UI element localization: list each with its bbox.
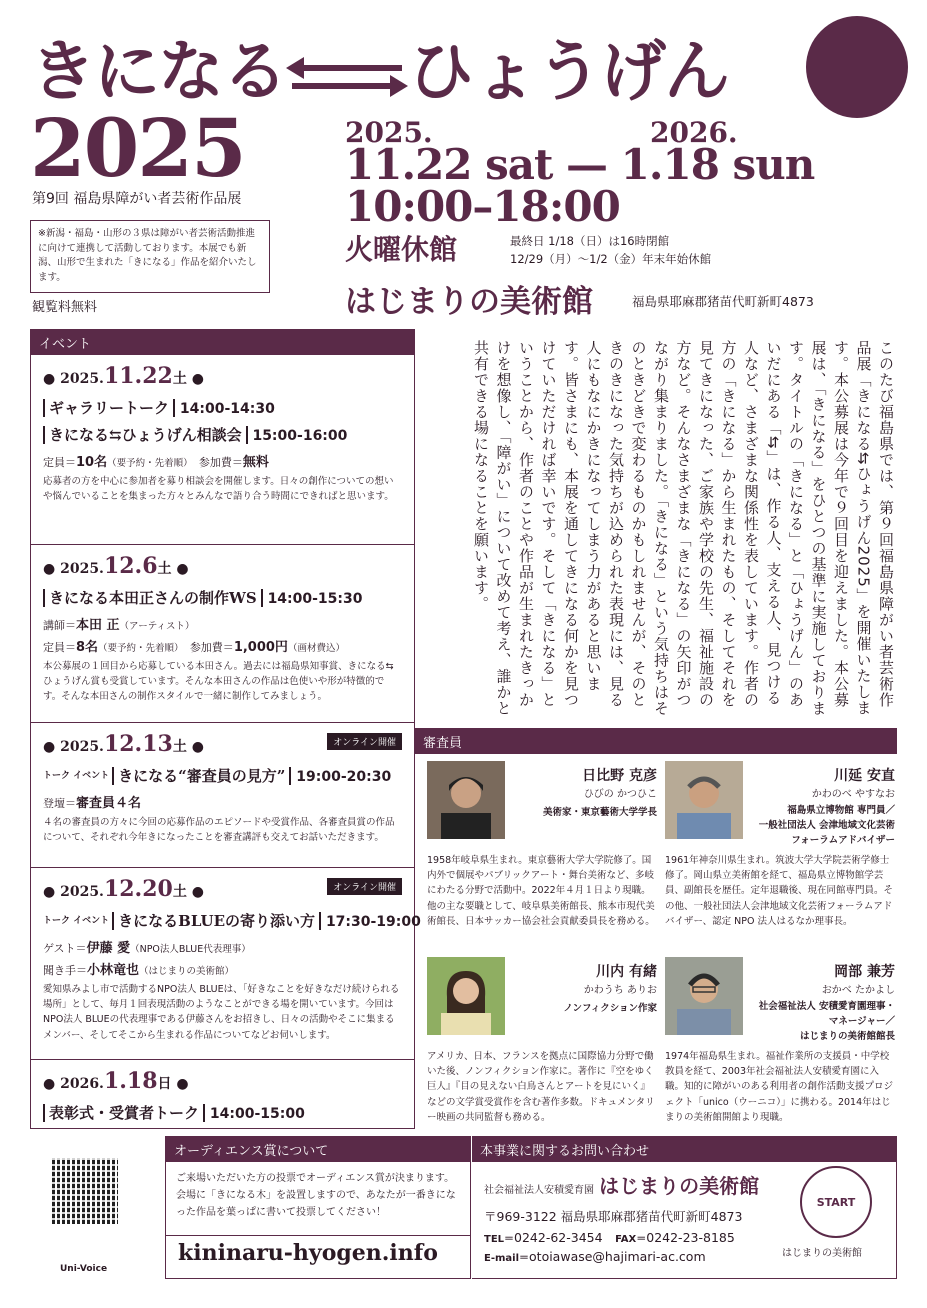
event-item [31,723,414,868]
venue-address: 福島県耶麻郡猪苗代町新町4873 [632,294,814,309]
event-item [31,868,421,1060]
judge-name: 川延 安直 [834,768,895,784]
judge-photo [665,957,743,1035]
museum-logo: START [800,1166,872,1238]
logo-caption: はじまりの美術館 [782,1248,862,1259]
event-meta: ゲスト＝伊藤 愛（NPO法人BLUE代表理事） [43,941,251,956]
venue-name: はじまりの美術館 [345,284,593,320]
event-item [31,1060,414,1135]
exhibition-dates: 11.22 sat — 1.18 sun [345,140,815,189]
judge-bio: 1958年岐阜県生まれ。東京藝術大学大学院修了。国内外で個展やパブリックアート・舞台美術など、多岐にわたる分野で活動中。2022年４月１日より現職。他の主な要職として、岐阜県美術館長、熊本市現代美術館長、日本サッカー協会社会貢献委員長を務める。 [427,855,655,927]
judge-name: 日比野 克彦 [582,768,657,784]
exhibition-title [30,18,728,113]
judge-role: 福島県立博物館 専門員／ 一般社団法人 会津地域文化芸術 フォーラムアドバイザー [758,805,895,847]
judge-role: ノンフィクション作家 [563,1003,657,1014]
judge-card [427,761,657,961]
event-meta: 定員＝10名（要予約・先着順） 参加費＝無料 [43,455,269,470]
start-year: 2025. [345,116,433,149]
event-date: ● 2025.12.13土 ● [43,731,204,757]
title-right: ひょうげん [408,32,728,110]
judge-card [427,957,657,1127]
contact-address: 〒969-3122 福島県耶麻郡猪苗代町新町4873 [484,1209,743,1224]
judges-panel [415,728,897,1129]
event-title: ギャラリートーク 14:00-14:30 [43,397,402,418]
closed-note-2: 12/29（月）～1/2（金）年末年始休館 [510,252,712,267]
bidirectional-arrow-icon [292,57,402,97]
event-meta: 講師＝本田 正（アーティスト） [43,618,195,633]
event-title: きになる本田正さんの制作WS 14:00-15:30 [43,587,402,608]
judge-name: 岡部 兼芳 [834,964,895,980]
event-title: 表彰式・受賞者トーク 14:00-15:00 [43,1102,402,1123]
judge-card [665,957,895,1127]
events-header: イベント [31,330,414,355]
judges-header: 審査員 [415,729,897,754]
events-panel [30,329,421,1129]
event-item [31,355,414,545]
event-title: トーク イベント きになるBLUEの寄り添い方 17:30-19:00 [43,912,421,930]
event-date: ● 2025.12.6土 ● [43,553,189,579]
event-date: ● 2025.11.22土 ● [43,363,204,389]
end-year: 2026. [650,116,738,149]
event-date: ● 2026.1.18日 ● [43,1068,189,1094]
event-description: 愛知県みよし市で活動するNPO法人 BLUEは、「好きなことを好きなだけ続けられる場所」として、毎月１回表現活動のようなことができる場を開いています。今回はNPO法人 BLUEの代表理事である伊藤さんをお招きし、日々の活動やそこに集まるメンバー、そしてそこから生まれる作品についてなどお伺いします。 [43,984,400,1041]
event-title: トーク イベント きになる“審査員の見方” 19:00-20:30 [43,767,392,785]
judge-role: 美術家・東京藝術大学学長 [542,807,657,818]
contact-phone: TEL＝0242-62-3454 FAX＝0242-23-8185 [484,1230,735,1245]
judge-role: 社会福祉法人 安積愛育園理事・ マネージャー／ はじまりの美術館館長 [758,1001,895,1043]
exhibition-subtitle: 第9回 福島県障がい者芸術作品展 [32,191,242,207]
admission-note: 観覧料無料 [32,300,98,315]
event-description: 本公募展の１回目から応募している本田さん。過去には福島県知事賞、きになる⇆ひょうげん賞も受賞しています。そんな本田さんの作品は色使いや形が特徴的です。そんな本田さんの制作スタイルで一緒に制作してみましょう。 [43,661,394,703]
judge-bio: 1961年神奈川県生まれ。筑波大学大学院芸術学修士修了。岡山県立美術館を経て、福島県立博物館学芸員、副館長を歴任。定年退職後、現在同館専門員。その他、一般社団法人会津地域文化芸術フォーラムアドバイザー、認定 NPO 法人はるなか理事長。 [665,855,894,927]
judge-photo [427,761,505,839]
event-description: 応募者の方を中心に参加者を募り相談会を開催します。日々の創作についての想いや悩んでいることを集まった方々とみんなで語り合う時間にできればと思います。 [43,476,394,503]
intro-text: このたび福島県では、第９回福島県障がい者芸術作品展「きになる⇆ひょうげん2025」を開催いたします。本公募展は今年で９回目を迎えました。本公募展は、「きになる」をひとつの基準に実施しております。タイトルの「きになる」と「ひょうげん」のあいだにある「⇆」は、作る人、支える人、見つける人など、さまざまな関係性を表しています。作者の方の「きになる」から生まれたもの、そしてそれを見てきになった、ご家族や学校の先生、福祉施設の方など。そんなさまざまな「きになる」の矢印がつながり集まりました。「きになる」という気持ちはそのときどきで変わるものかもしれませんが、そのときのきになった気持ちが込められた表現には、見る人にもなにかきになってしまう力があると思います。皆さまにも、本展を通してきになる何かを見つけていただければ幸いです。そして「きになる」ということから、作者のことや作品が生まれたきっかけを想像し、「障がい」について改めて考え、誰かと共有できる場になることを願います。 [472,340,895,717]
judge-name: 川内 有緒 [596,964,657,980]
audience-text: ご来場いただいた方の投票でオーディエンス賞が決まります。会場に「きになる木」を設置しますので、あなたが一番きになった作品を葉っぱに書いて投票してください！ [176,1173,456,1218]
event-meta: 定員＝8名（要予約・先着順） 参加費＝1,000円（画材費込） [43,640,345,655]
event-meta: 登壇＝審査員４名 [43,796,142,811]
audience-header: オーディエンス賞について [166,1137,470,1162]
judge-kana: かわうち ありお [583,985,657,996]
contact-header: 本事業に関するお問い合わせ [472,1137,896,1162]
judge-photo [427,957,505,1035]
qr-label: Uni-Voice [60,1264,108,1274]
event-title: きになる⇆ひょうげん相談会 15:00-16:00 [43,424,402,445]
judge-kana: かわのべ やすなお [811,789,895,800]
event-description: ４名の審査員の方々に今回の応募作品のエピソードや受賞作品、各審査員賞の作品について、それぞれ今年きになったことを審査講評も交えてお話いただきます。 [43,817,395,844]
closed-day: 火曜休館 [345,233,458,266]
judge-kana: おかべ たかよし [821,985,895,996]
judge-card [665,761,895,961]
event-item [31,545,414,723]
online-badge: オンライン開催 [327,733,402,750]
audience-award-panel [165,1136,471,1279]
exhibition-year: 2025 [30,101,245,195]
qr-code[interactable] [52,1158,118,1224]
contact-email[interactable]: E-mail＝otoiawase@hajimari-ac.com [484,1249,706,1264]
closed-note [510,232,711,269]
judge-bio: 1974年福島県生まれ。福祉作業所の支援員・中学校教員を経て、2003年社会福祉法人安積愛育園に入職。知的に障がいのある利用者の創作活動支援プロジェクト「unico（ウーニコ）」に携わる。2014年はじまりの美術館開館より現職。 [665,1051,894,1123]
website-link[interactable]: kininaru-hyogen.info [166,1235,470,1270]
contact-org: 社会福祉法人安積愛育園 はじまりの美術館 [484,1174,760,1198]
title-left: きになる [30,32,286,110]
event-date: ● 2025.12.20土 ● [43,876,204,902]
judge-photo [665,761,743,839]
region-note: ※新潟・福島・山形の３県は障がい者芸術活動推進に向けて連携して活動しております。本展でも新潟、山形で生まれた「きになる」作品を紹介いたします。 [30,220,270,293]
opening-hours: 10:00–18:00 [345,182,620,231]
event-meta: 聞き手＝小林竜也（はじまりの美術館） [43,963,235,978]
decorative-circle [806,16,908,118]
judge-bio: アメリカ、日本、フランスを拠点に国際協力分野で働いた後、ノンフィクション作家に。著作に『空をゆく巨人』『目の見えない白鳥さんとアートを見にいく』などの文学賞受賞作を含む著作多数。ドキュメンタリー映画の共同監督も務める。 [427,1051,655,1123]
closed-note-1: 最終日 1/18（日）は16時閉館 [510,234,670,248]
online-badge: オンライン開催 [327,878,402,895]
judge-kana: ひびの かつひこ [583,789,657,800]
